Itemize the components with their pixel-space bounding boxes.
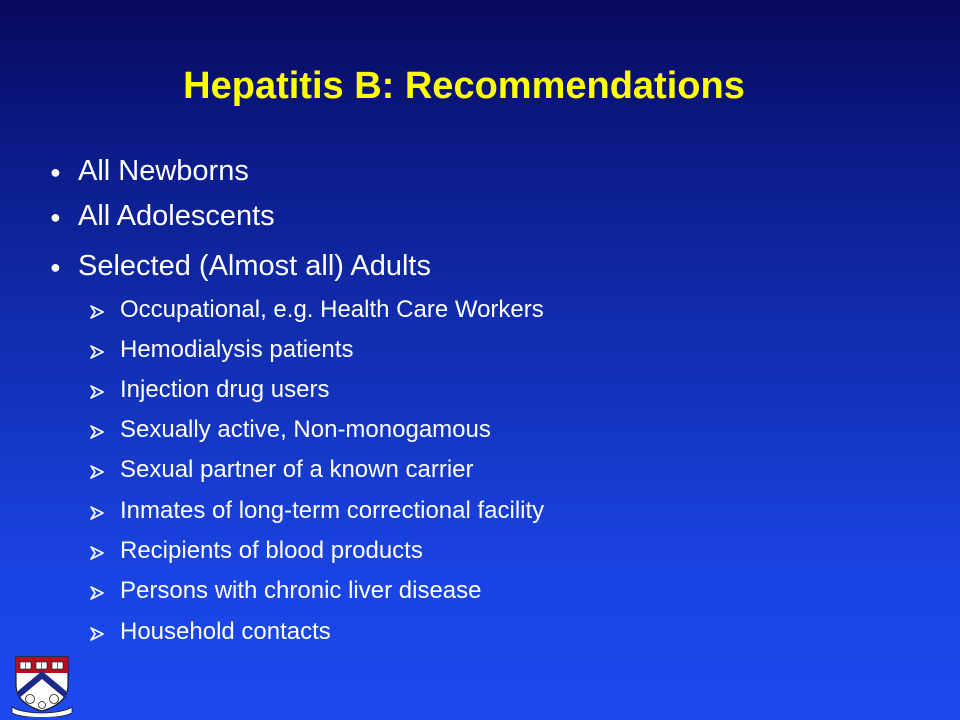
sub-bullet-text: Hemodialysis patients — [120, 336, 354, 363]
arrow-bullet-icon — [90, 423, 120, 439]
sub-bullet-item — [90, 535, 423, 567]
sub-bullet-item — [90, 294, 544, 326]
bullet-text: Selected (Almost all) Adults — [78, 250, 431, 282]
bullet-dot-icon: ● — [50, 207, 61, 227]
sub-bullet-text: Household contacts — [120, 618, 331, 645]
sub-bullet-item — [90, 616, 331, 648]
bullet-dot-icon: ● — [50, 162, 61, 182]
sub-bullet-text: Sexually active, Non-monogamous — [120, 416, 491, 443]
sub-bullet-text: Inmates of long-term correctional facility — [120, 497, 545, 524]
arrow-bullet-icon — [90, 544, 120, 560]
arrow-bullet-icon — [90, 463, 120, 479]
slide-title: Hepatitis B: Recommendations — [183, 65, 745, 107]
sub-bullet-text: Injection drug users — [120, 376, 330, 403]
arrow-bullet-icon — [90, 504, 120, 520]
arrow-bullet-icon — [90, 584, 120, 600]
sub-bullet-item — [90, 414, 491, 446]
sub-bullet-item — [90, 374, 329, 406]
sub-bullet-text: Occupational, e.g. Health Care Workers — [120, 296, 544, 323]
bullet-text: All Adolescents — [78, 200, 275, 232]
arrow-bullet-icon — [90, 343, 120, 359]
sub-bullet-item — [90, 454, 474, 486]
bullet-item — [50, 153, 249, 191]
sub-bullet-item — [90, 575, 482, 607]
bullet-dot-icon: ● — [50, 257, 61, 277]
arrow-bullet-icon — [90, 383, 120, 399]
sub-bullet-text: Recipients of blood products — [120, 537, 423, 564]
bullet-item — [50, 198, 275, 236]
sub-bullet-item — [90, 334, 353, 366]
bullet-text: All Newborns — [78, 155, 249, 187]
university-shield-logo — [10, 655, 74, 717]
bullet-item — [50, 248, 431, 286]
sub-bullet-text: Persons with chronic liver disease — [120, 577, 482, 604]
sub-bullet-item — [90, 495, 544, 527]
sub-bullet-text: Sexual partner of a known carrier — [120, 456, 474, 483]
arrow-bullet-icon — [90, 303, 120, 319]
arrow-bullet-icon — [90, 625, 120, 641]
